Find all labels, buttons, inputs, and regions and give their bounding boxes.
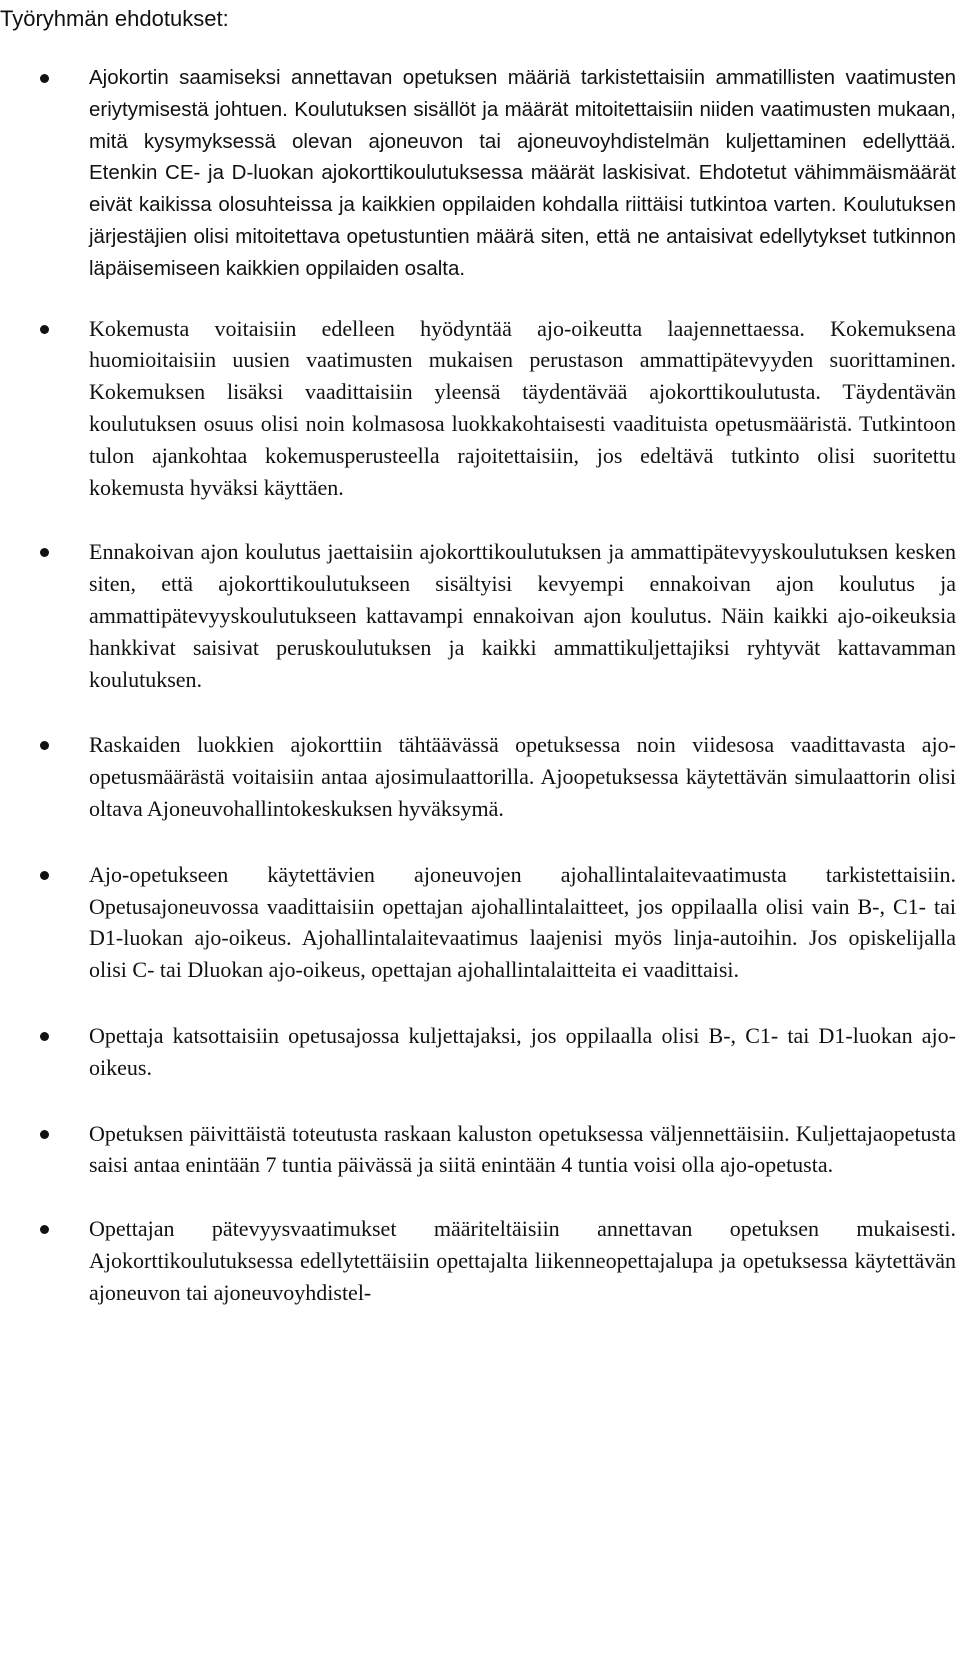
list-item (0, 1020, 960, 1084)
section-heading: Työryhmän ehdotukset: (0, 6, 229, 31)
list-item-text: Opettajan pätevyysvaatimukset määriteltäisiin annettavan opetuksen mukaisesti. Ajokorttikoulutuksessa edellytettäisiin opettajalta liikenneopettajalupa ja opetuksessa käytettävän ajoneuvon tai ajoneuvoyhdistel- (89, 1216, 956, 1305)
list-item-text: Ajo-opetukseen käytettävien ajoneuvojen ajohallintalaitevaatimusta tarkistettaisiin. Opetusajoneuvossa vaadittaisiin opettajan ajohallintalaitteet, jos oppilaalla olisi vain B-, C1- tai D1-luokan ajo-oikeus. Ajohallintalaitevaatimus laajenisi myös linja-autoihin. Jos opiskelijalla olisi C- tai Dluokan ajo-oikeus, opettajan ajohallintalaitteita ei vaadittaisi. (89, 861, 956, 983)
bullet-icon (40, 325, 49, 334)
list-item (0, 1118, 960, 1182)
bullet-icon (40, 871, 49, 880)
bullet-icon (40, 1225, 49, 1234)
proposal-list (0, 62, 960, 1337)
bullet-icon (40, 1130, 49, 1139)
list-item-text: Ennakoivan ajon koulutus jaettaisiin ajokorttikoulutuksen ja ammattipätevyyskoulutuksen kesken siten, että ajokorttikoulutukseen sisältyisi kevyempi ennakoivan ajon koulutus ja ammattipätevyyskoulutukseen kattavampi ennakoivan ajon koulutus. Näin kaikki ajo-oikeuksia hankkivat saisivat peruskoulutuksen ja kaikki ammattikuljettajiksi ryhtyvät kattavamman koulutuksen. (89, 539, 956, 692)
list-item-text: Ajokortin saamiseksi annettavan opetuksen määriä tarkistettaisiin ammatillisten vaatimusten eriytymisestä johtuen. Koulutuksen sisällöt ja määrät mitoitettaisiin niiden vaatimusten mukaan, mitä kysymyksessä olevan ajoneuvon tai ajoneuvoyhdistelmän kuljettaminen edellyttää. Etenkin CE- ja D-luokan ajokorttikoulutuksessa määrät laskisivat. Ehdotetut vähimmäismäärät eivät kaikissa olosuhteissa ja kaikkien oppilaiden kohdalla riittäisi tutkintoa varten. Koulutuksen järjestäjien olisi mitoitettava opetustuntien määrä siten, että ne antaisivat edellytykset tutkinnon läpäisemiseen kaikkien oppilaiden osalta. (89, 66, 956, 280)
list-item-text: Opetuksen päivittäistä toteutusta raskaan kaluston opetuksessa väljennettäisiin. Kuljettajaopetusta saisi antaa enintään 7 tuntia päivässä ja siitä enintään 4 tuntia voisi olla ajo-opetusta. (89, 1120, 956, 1178)
list-item (0, 62, 960, 285)
list-item (0, 313, 960, 504)
list-item (0, 729, 960, 824)
bullet-icon (40, 1032, 49, 1041)
list-item-text: Kokemusta voitaisiin edelleen hyödyntää ajo-oikeutta laajennettaessa. Kokemuksena huomioitaisiin uusien vaatimusten mukaisen perustason ammattipätevyyden suorittaminen. Kokemuksen lisäksi vaadittaisiin yleensä täydentävää ajokorttikoulutusta. Täydentävän koulutuksen osuus olisi noin kolmasosa luokkakohtaisesti vaadituista opetusmääristä. Tutkintoon tulon ajankohtaa kokemusperusteella rajoitettaisiin, jos edeltävä tutkinto olisi suoritettu kokemusta hyväksi käyttäen. (89, 315, 956, 500)
list-item (0, 1213, 960, 1308)
bullet-icon (40, 741, 49, 750)
list-item-text: Opettaja katsottaisiin opetusajossa kuljettajaksi, jos oppilaalla olisi B-, C1- tai D1-luokan ajo-oikeus. (89, 1022, 956, 1080)
list-item-text: Raskaiden luokkien ajokorttiin tähtäävässä opetuksessa noin viidesosa vaadittavasta ajo-opetusmäärästä voitaisiin antaa ajosimulaattorilla. Ajoopetuksessa käytettävän simulaattorin olisi oltava Ajoneuvohallintokeskuksen hyväksymä. (89, 732, 956, 821)
list-item (0, 536, 960, 695)
list-item (0, 859, 960, 986)
bullet-icon (40, 548, 49, 557)
bullet-icon (40, 74, 49, 83)
